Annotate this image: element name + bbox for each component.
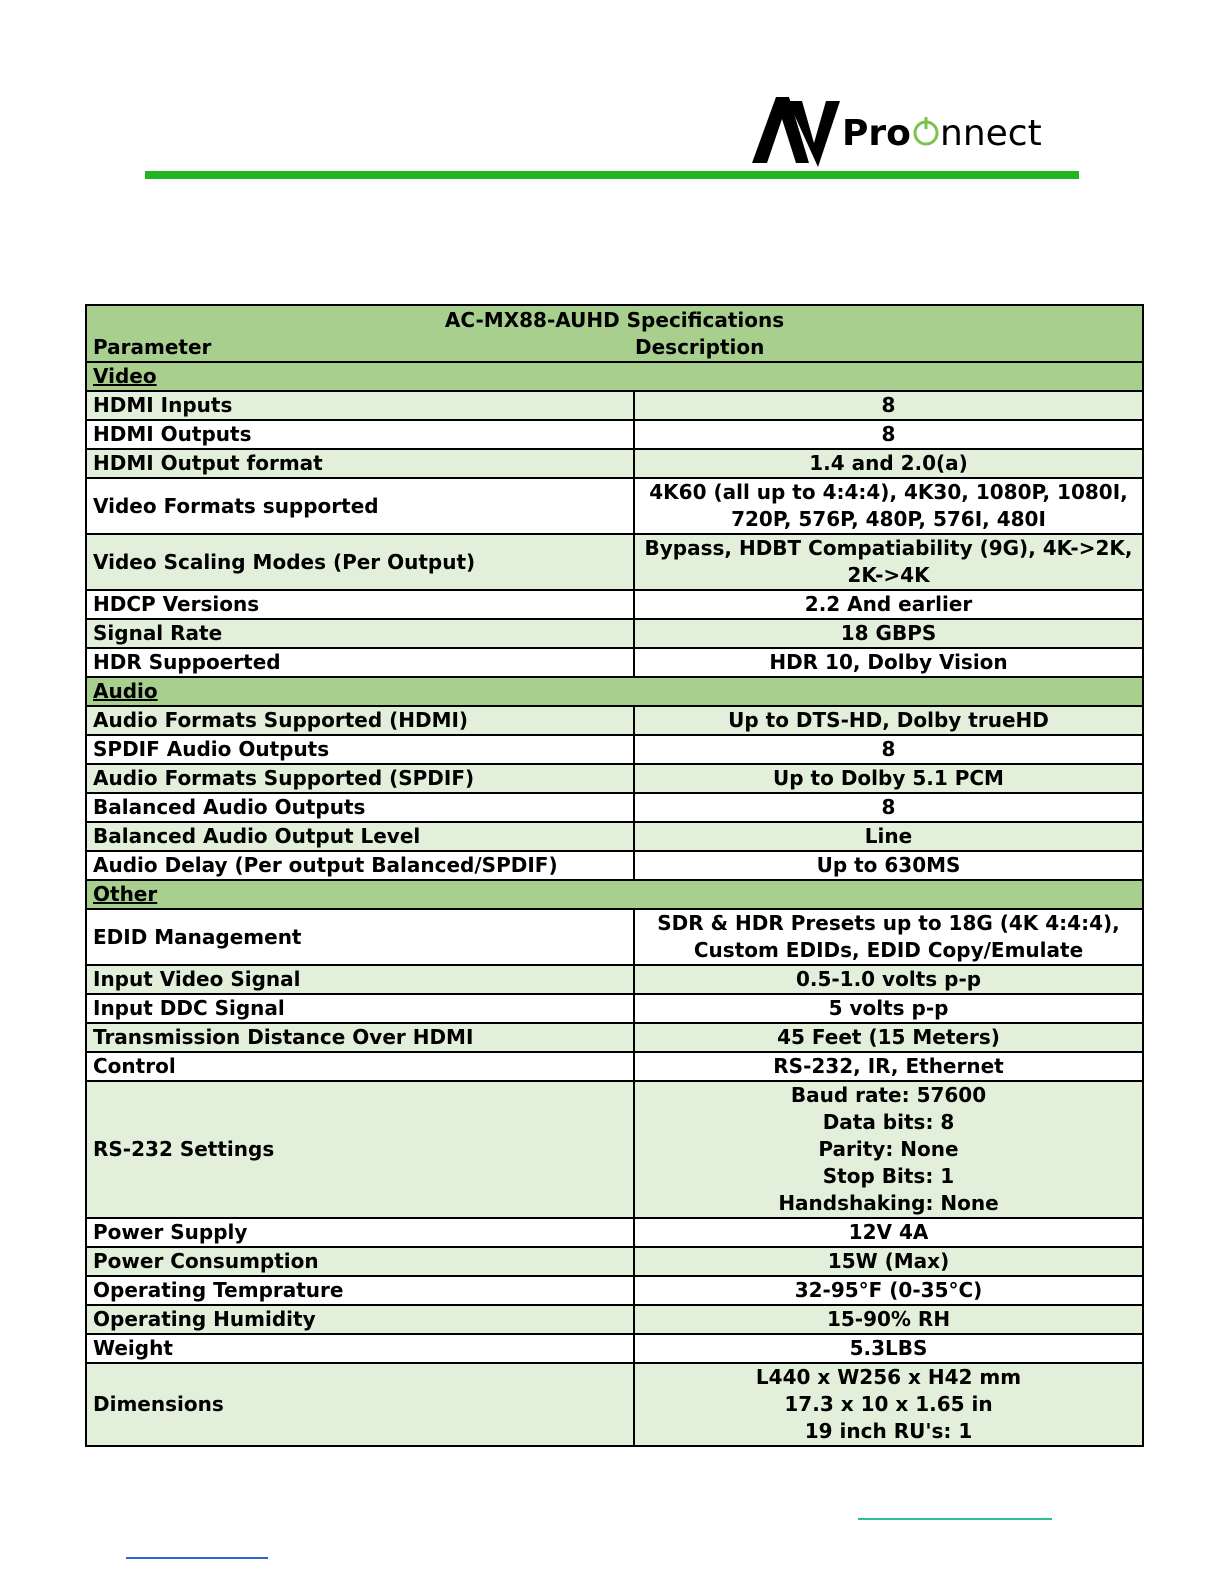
param-audio-delay: Audio Delay (Per output Balanced/SPDIF) bbox=[86, 851, 634, 880]
param-hdmi-inputs: HDMI Inputs bbox=[86, 391, 634, 420]
value-hdmi-outputs: 8 bbox=[634, 420, 1143, 449]
svg-text:Pro: Pro bbox=[842, 113, 911, 154]
param-edid-management: EDID Management bbox=[86, 909, 634, 965]
value-weight: 5.3LBS bbox=[634, 1334, 1143, 1363]
header-divider bbox=[145, 171, 1079, 179]
table-header bbox=[86, 305, 1143, 362]
rs232-baud-rate: Baud rate: 57600 bbox=[790, 1083, 987, 1107]
column-header-parameter: Parameter bbox=[93, 335, 212, 359]
section-audio: Audio bbox=[86, 677, 1143, 706]
value-dimensions bbox=[634, 1363, 1143, 1446]
param-video-formats: Video Formats supported bbox=[86, 478, 634, 534]
param-video-scaling: Video Scaling Modes (Per Output) bbox=[86, 534, 634, 590]
param-control: Control bbox=[86, 1052, 634, 1081]
param-balanced-output-level: Balanced Audio Output Level bbox=[86, 822, 634, 851]
specifications-table bbox=[85, 304, 1144, 1447]
param-transmission-distance: Transmission Distance Over HDMI bbox=[86, 1023, 634, 1052]
param-balanced-outputs: Balanced Audio Outputs bbox=[86, 793, 634, 822]
value-power-consumption: 15W (Max) bbox=[634, 1247, 1143, 1276]
value-audio-delay: Up to 630MS bbox=[634, 851, 1143, 880]
avproconnect-logo bbox=[752, 95, 1072, 175]
param-hdmi-output-format: HDMI Output format bbox=[86, 449, 634, 478]
rs232-data-bits: Data bits: 8 bbox=[822, 1110, 955, 1134]
value-video-scaling: Bypass, HDBT Compatiability (9G), 4K->2K, 2K->4K bbox=[634, 534, 1143, 590]
param-weight: Weight bbox=[86, 1334, 634, 1363]
value-operating-temperature: 32-95°F (0-35°C) bbox=[634, 1276, 1143, 1305]
value-hdmi-output-format: 1.4 and 2.0(a) bbox=[634, 449, 1143, 478]
dimensions-in: 17.3 x 10 x 1.65 in bbox=[784, 1392, 993, 1416]
param-operating-humidity: Operating Humidity bbox=[86, 1305, 634, 1334]
section-other: Other bbox=[86, 880, 1143, 909]
param-power-consumption: Power Consumption bbox=[86, 1247, 634, 1276]
column-header-description: Description bbox=[635, 335, 765, 359]
value-balanced-output-level: Line bbox=[634, 822, 1143, 851]
value-balanced-outputs: 8 bbox=[634, 793, 1143, 822]
footer-link-underline-right[interactable] bbox=[858, 1518, 1052, 1520]
value-transmission-distance: 45 Feet (15 Meters) bbox=[634, 1023, 1143, 1052]
value-hdmi-inputs: 8 bbox=[634, 391, 1143, 420]
value-audio-formats-hdmi: Up to DTS-HD, Dolby trueHD bbox=[634, 706, 1143, 735]
param-signal-rate: Signal Rate bbox=[86, 619, 634, 648]
footer-link-underline-left[interactable] bbox=[126, 1557, 268, 1559]
value-rs232-settings bbox=[634, 1081, 1143, 1218]
value-audio-formats-spdif: Up to Dolby 5.1 PCM bbox=[634, 764, 1143, 793]
param-rs232-settings: RS-232 Settings bbox=[86, 1081, 634, 1218]
table-title: AC-MX88-AUHD Specifications bbox=[444, 308, 785, 332]
param-audio-formats-spdif: Audio Formats Supported (SPDIF) bbox=[86, 764, 634, 793]
value-control: RS-232, IR, Ethernet bbox=[634, 1052, 1143, 1081]
param-input-video-signal: Input Video Signal bbox=[86, 965, 634, 994]
param-hdcp-versions: HDCP Versions bbox=[86, 590, 634, 619]
param-dimensions: Dimensions bbox=[86, 1363, 634, 1446]
dimensions-ru: 19 inch RU's: 1 bbox=[804, 1419, 973, 1443]
value-video-formats: 4K60 (all up to 4:4:4), 4K30, 1080P, 1080I, 720P, 576P, 480P, 576I, 480I bbox=[634, 478, 1143, 534]
section-video: Video bbox=[86, 362, 1143, 391]
param-hdr-supported: HDR Suppoerted bbox=[86, 648, 634, 677]
value-hdcp-versions: 2.2 And earlier bbox=[634, 590, 1143, 619]
param-audio-formats-hdmi: Audio Formats Supported (HDMI) bbox=[86, 706, 634, 735]
rs232-stop-bits: Stop Bits: 1 bbox=[822, 1164, 955, 1188]
value-input-video-signal: 0.5-1.0 volts p-p bbox=[634, 965, 1143, 994]
rs232-handshaking: Handshaking: None bbox=[778, 1191, 999, 1215]
value-spdif-outputs: 8 bbox=[634, 735, 1143, 764]
value-edid-management: SDR & HDR Presets up to 18G (4K 4:4:4), Custom EDIDs, EDID Copy/Emulate bbox=[634, 909, 1143, 965]
param-input-ddc-signal: Input DDC Signal bbox=[86, 994, 634, 1023]
dimensions-mm: L440 x W256 x H42 mm bbox=[755, 1365, 1022, 1389]
value-input-ddc-signal: 5 volts p-p bbox=[634, 994, 1143, 1023]
rs232-parity: Parity: None bbox=[818, 1137, 959, 1161]
value-operating-humidity: 15-90% RH bbox=[634, 1305, 1143, 1334]
param-operating-temperature: Operating Temprature bbox=[86, 1276, 634, 1305]
param-power-supply: Power Supply bbox=[86, 1218, 634, 1247]
svg-text:nnect: nnect bbox=[940, 113, 1042, 154]
value-signal-rate: 18 GBPS bbox=[634, 619, 1143, 648]
value-power-supply: 12V 4A bbox=[634, 1218, 1143, 1247]
value-hdr-supported: HDR 10, Dolby Vision bbox=[634, 648, 1143, 677]
param-hdmi-outputs: HDMI Outputs bbox=[86, 420, 634, 449]
param-spdif-outputs: SPDIF Audio Outputs bbox=[86, 735, 634, 764]
